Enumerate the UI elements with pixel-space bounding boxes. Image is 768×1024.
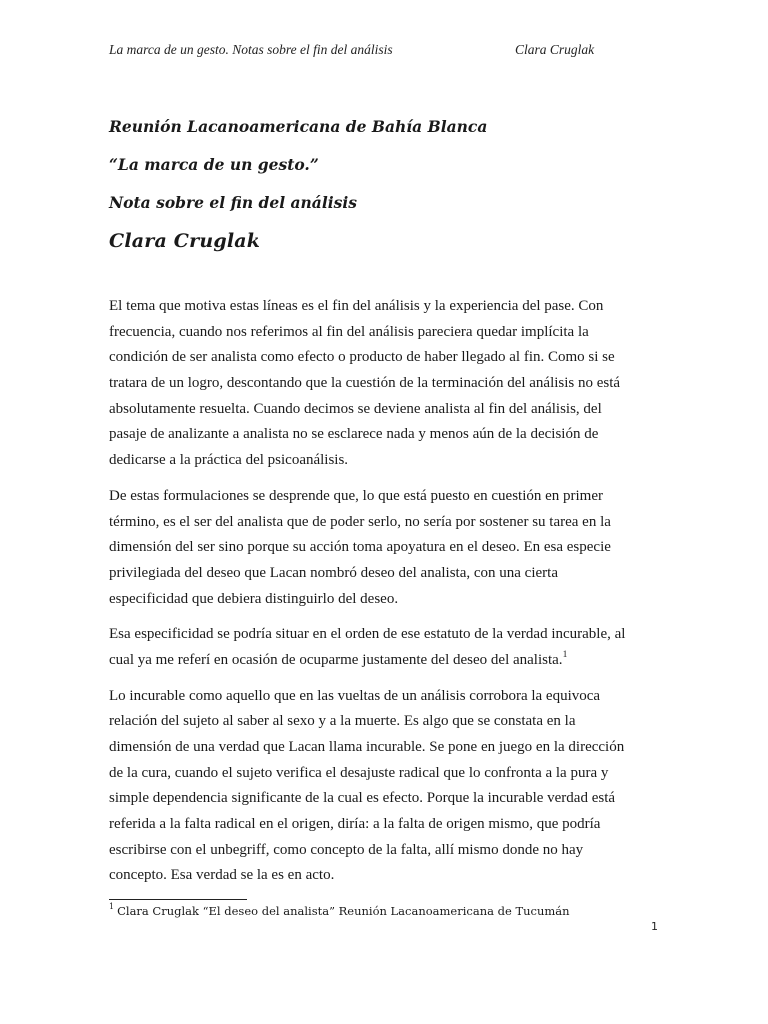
footnote-text: Clara Cruglak “El deseo del analista” Reunión Lacanoamericana de Tucumán: [117, 904, 570, 918]
text-line: Lo incurable como aquello que en las vueltas de un análisis corrobora la equivoca: [109, 687, 601, 704]
text-line: De estas formulaciones se desprende que, lo que está puesto en cuestión en primer: [109, 487, 604, 504]
text-line: simple dependencia significante de la cual es efecto. Porque la incurable verdad está: [109, 790, 616, 807]
text-line: frecuencia, cuando nos referimos al fin del análisis pareciera quedar implícita la: [109, 323, 589, 340]
footnote-number: 1: [109, 902, 115, 912]
text-line: pasaje de analizante a analista no se esclarece nada y menos aún de la decisión de: [109, 426, 599, 443]
header-author: Clara Cruglak: [515, 42, 595, 57]
text-line: referida a la falta radical en el origen, diría: a la falta de origen mismo, que podría: [109, 816, 601, 833]
text-line: término, es el ser del analista que de poder serlo, no sería por sostener su tarea en la: [109, 513, 611, 530]
text-line: Esa especificidad se podría situar en el orden de ese estatuto de la verdad incurable, al: [109, 626, 626, 643]
text-line: dimensión del ser sino porque su acción toma apoyatura en el deseo. En esa especie: [109, 539, 611, 556]
page-number: 1: [651, 920, 658, 933]
paragraph: [109, 622, 647, 673]
header-title: La marca de un gesto. Notas sobre el fin del análisis: [109, 42, 393, 57]
text-line: relación del sujeto al saber al sexo y a la muerte. Es algo que se constata en la: [109, 713, 576, 730]
title-subtitle: Nota sobre el fin del análisis: [109, 193, 357, 212]
text-line: especificidad que debiera distinguirlo del deseo.: [109, 590, 399, 607]
text-line: escribirse con el unbegriff, como concepto de la falta, allí mismo donde no hay: [109, 841, 584, 858]
paragraph: [109, 294, 647, 474]
text-line: El tema que motiva estas líneas es el fin del análisis y la experiencia del pase. Con: [109, 298, 604, 314]
text-line: privilegiada del deseo que Lacan nombró deseo del analista, con una cierta: [109, 564, 558, 581]
footnote-reference[interactable]: 1: [562, 649, 568, 660]
paragraph: [109, 684, 647, 890]
title-author: Clara Cruglak: [109, 230, 261, 252]
paragraph: [109, 484, 647, 612]
text-line: de la cura, cuando el sujeto verifica el desajuste radical que lo confronta a la pura y: [109, 764, 609, 781]
title-meeting: Reunión Lacanoamericana de Bahía Blanca: [109, 117, 488, 136]
title-block: [109, 117, 649, 267]
text-line: cual ya me referí en ocasión de ocuparme justamente del deseo del analista.: [109, 651, 563, 668]
footnote: [109, 903, 669, 919]
text-line: dedicarse a la práctica del psicoanálisis.: [109, 452, 349, 469]
text-line-with-note: [109, 648, 647, 674]
text-line: tratara de un logro, descontando que la cuestión de la terminación del análisis no está: [109, 375, 621, 392]
footnote-separator: [109, 899, 247, 900]
text-line: condición de ser analista como efecto o producto de haber llegado al fin. Como si se: [109, 349, 615, 366]
text-line: absolutamente resuelta. Cuando decimos se deviene analista al fin del análisis, del: [109, 400, 602, 417]
text-line: dimensión de una verdad que Lacan llama incurable. Se pone en juego en la dirección: [109, 739, 625, 755]
title-main: “La marca de un gesto.”: [109, 155, 319, 174]
text-line: concepto. Esa verdad se la es en acto.: [109, 867, 335, 884]
body-text: [109, 294, 647, 899]
